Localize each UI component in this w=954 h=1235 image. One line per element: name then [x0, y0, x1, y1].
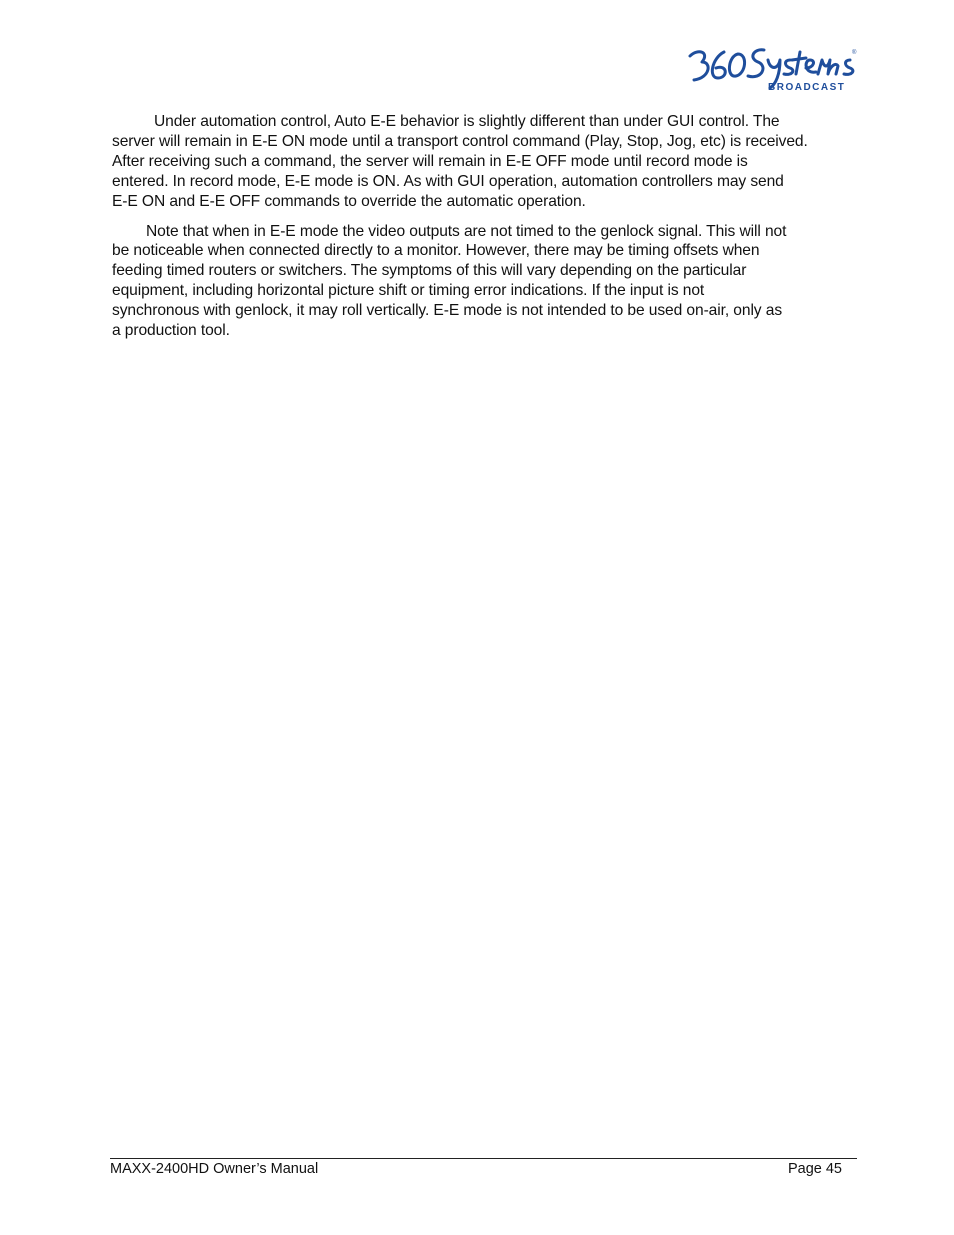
company-logo	[684, 44, 860, 94]
text-line: entered. In record mode, E-E mode is ON. As with GUI operation, automation controllers may send	[112, 172, 784, 190]
paragraph-genlock-note	[112, 222, 872, 341]
footer-divider	[110, 1158, 857, 1159]
text-line: feeding timed routers or switchers. The symptoms of this will vary depending on the particular	[112, 262, 747, 280]
360-systems-logo-graphic	[684, 44, 860, 94]
paragraph-automation	[112, 112, 872, 212]
body-text	[112, 112, 872, 351]
footer-page-number: Page 45	[787, 1161, 842, 1177]
footer-manual-title: MAXX-2400HD Owner’s Manual	[110, 1161, 319, 1177]
text-line: E-E ON and E-E OFF commands to override the automatic operation.	[112, 192, 586, 210]
text-line: After receiving such a command, the server will remain in E-E OFF mode until record mode is	[112, 152, 748, 170]
text-line: Under automation control, Auto E-E behavior is slightly different than under GUI control. The	[154, 113, 780, 130]
text-line: equipment, including horizontal picture shift or timing error indications. If the input is not	[112, 282, 705, 300]
text-line: synchronous with genlock, it may roll vertically. E-E mode is not intended to be used on-air, only as	[112, 302, 783, 320]
text-line: Note that when in E-E mode the video outputs are not timed to the genlock signal. This will not	[146, 222, 787, 240]
text-line: be noticeable when connected directly to a monitor. However, there may be timing offsets when	[112, 242, 760, 260]
text-line: a production tool.	[112, 322, 230, 340]
text-line: server will remain in E-E ON mode until a transport control command (Play, Stop, Jog, etc) is received.	[112, 132, 808, 150]
registered-mark: ®	[852, 50, 857, 56]
logo-subtitle: BROADCAST	[768, 82, 846, 93]
